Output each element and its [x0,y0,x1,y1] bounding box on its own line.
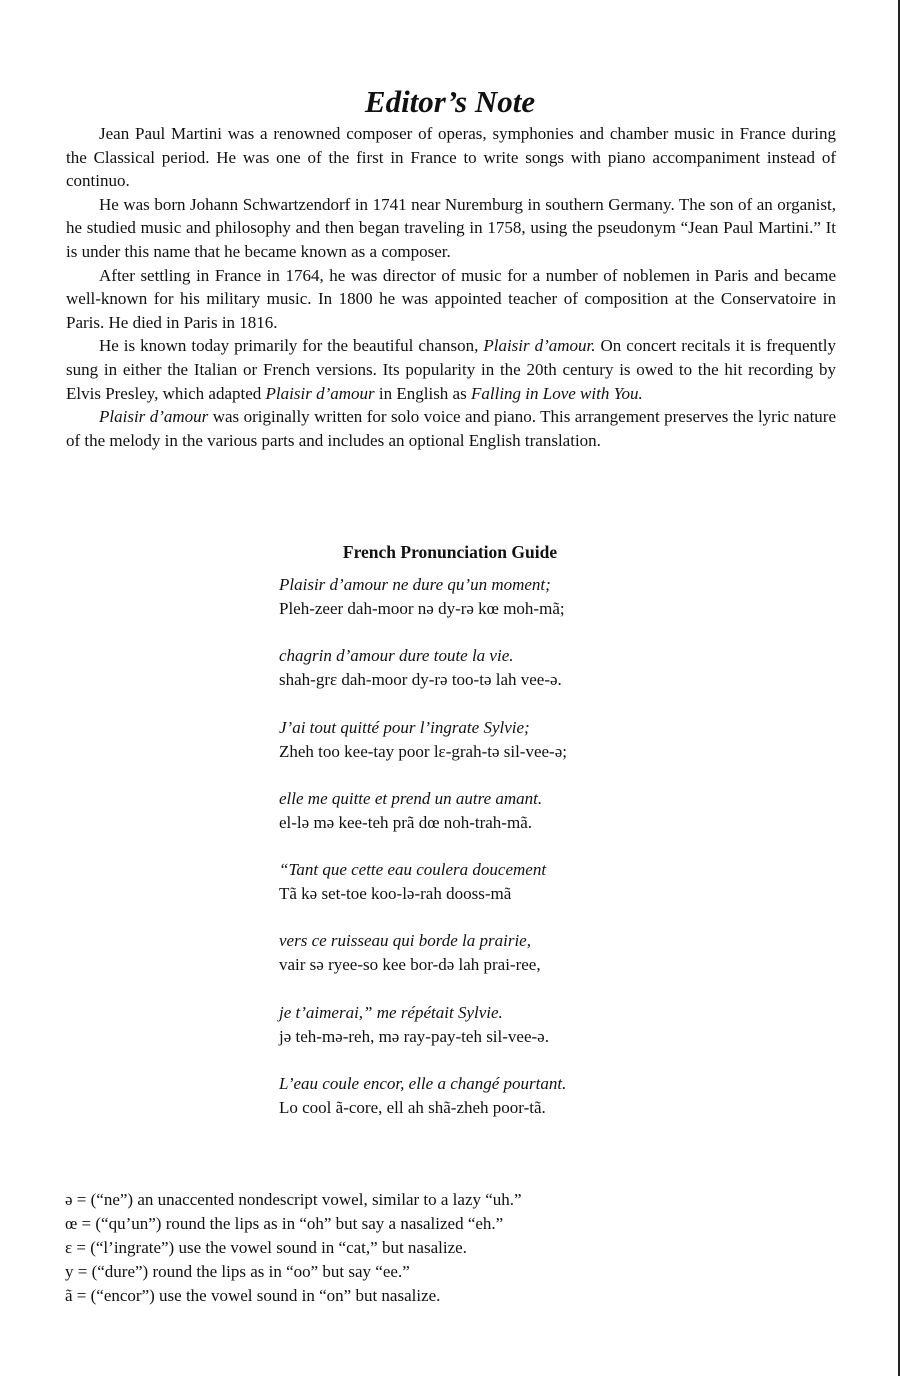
page-title: Editor’s Note [364,83,536,119]
intro-section [66,122,836,452]
phonetic-line: Zheh too kee-tay poor lɛ-grah-tə sil-vee-ə; [279,741,567,761]
song-title: Plaisir d’amour [99,407,209,427]
intro-text: was originally written for solo voice and piano. This arrangement preserves the lyric nature of the melody in the various parts and includes an optional English translation. [66,407,837,450]
phonetic-line: el-lə mə kee-teh prã dœ noh-trah-mã. [279,812,532,832]
verse [279,929,759,1000]
intro-text: He was born Johann Schwartzendorf in 1741 near Nuremburg in southern Germany. The son of an organist, he studied music and philosophy and then began traveling in 1758, using the pseudonym “Jean Paul Martini.” It is under this name that he became known as a composer. [66,194,836,261]
french-line: “Tant que cette eau coulera doucement [279,860,547,880]
french-line: J’ai tout quitté pour l’ingrate Sylvie; [279,717,530,737]
song-title: Plaisir d’amour. [483,336,596,356]
phonetic-line: Lo cool ã-core, ell ah shã-zheh poor-tã. [279,1098,546,1118]
french-line: je t’aimerai,” me répétait Sylvie. [279,1002,503,1022]
intro-paragraph [66,264,836,335]
intro-text: Jean Paul Martini was a renowned composer of operas, symphonies and chamber music in France during the Classical period. He was one of the first in France to write songs with piano accompaniment instead of continuo. [66,124,836,191]
vowel-key-item: ə = (“ne”) an unaccented nondescript vowel, similar to a lazy “uh.” [65,1190,522,1209]
verse [279,1001,759,1072]
phonetic-line: shah-grɛ dah-moor dy-rə too-tə lah vee-ə. [279,670,562,690]
verse [279,716,759,787]
intro-paragraph [66,334,836,405]
phonetic-line: Tã kə set-toe koo-lə-rah dooss-mã [279,884,512,904]
intro-text: He is known today primarily for the beautiful chanson, [99,336,484,356]
pronunciation-guide-title: French Pronunciation Guide [342,541,558,562]
intro-text: On concert recitals it is frequently sung in either the Italian or French versions. Its popularity in the 20th century is owed to the hit recording by Elvis Presley, which adapted [66,336,837,403]
vowel-key-item: œ = (“qu’un”) round the lips as in “oh” but say a nasalized “eh.” [65,1214,504,1233]
vowel-key-item: ɛ = (“l’ingrate”) use the vowel sound in “cat,” but nasalize. [65,1238,467,1257]
intro-text: After settling in France in 1764, he was director of music for a number of noblemen in Paris and became well-known for his military music. In 1800 he was appointed teacher of composition at the Conservatoire in Paris. He died in Paris in 1816. [66,265,836,332]
french-line: vers ce ruisseau qui borde la prairie, [279,931,531,951]
french-line: chagrin d’amour dure toute la vie. [279,646,514,666]
verse [279,1072,759,1143]
verse [279,573,759,644]
intro-paragraph [66,193,836,264]
intro-paragraph [66,122,836,193]
song-title: Falling in Love with You. [470,383,643,403]
french-line: elle me quitte et prend un autre amant. [279,788,543,808]
verse [279,644,759,715]
phonetic-line: Pleh-zeer dah-moor nə dy-rə kœ moh-mã; [279,599,565,618]
phonetic-line: jə teh-mə-reh, mə ray-pay-teh sil-vee-ə. [279,1026,549,1046]
intro-paragraph [66,405,836,452]
verse [279,858,759,929]
verse [279,787,759,858]
french-line: L’eau coule encor, elle a changé pourtant. [279,1074,567,1094]
song-title: Plaisir d’amour [265,383,375,403]
pronunciation-verses [279,573,759,1143]
french-line: Plaisir d’amour ne dure qu’un moment; [279,575,551,594]
intro-text: in English as [374,383,471,403]
vowel-key [65,1188,765,1308]
vowel-key-item: ã = (“encor”) use the vowel sound in “on” but nasalize. [65,1286,441,1305]
vowel-key-item: y = (“dure”) round the lips as in “oo” but say “ee.” [65,1262,410,1281]
phonetic-line: vair sə ryee-so kee bor-də lah prai-ree, [279,955,541,975]
